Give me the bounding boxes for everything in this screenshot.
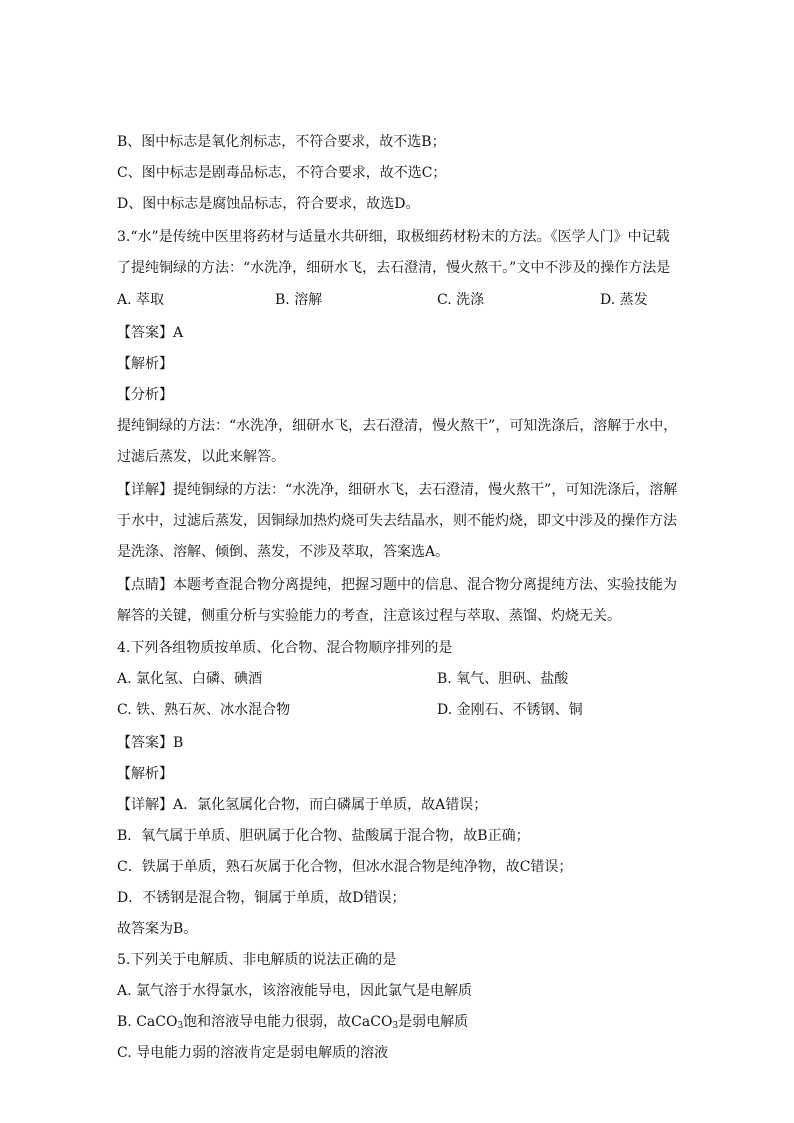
- q3-detail-line-3: 是洗涤、溶解、倾倒、蒸发，不涉及萃取，答案选A。: [117, 544, 450, 560]
- q3-answer: 【答案】A: [117, 325, 184, 341]
- q5-option-c: C. 导电能力弱的溶液肯定是弱电解质的溶液: [117, 1045, 389, 1061]
- q4-option-d: D. 金刚石、不锈钢、铜: [437, 702, 583, 718]
- q4-option-c: C. 铁、熟石灰、冰水混合物: [117, 702, 291, 718]
- q3-option-d: D. 蒸发: [600, 292, 648, 308]
- q2-analysis-option-d: D、图中标志是腐蚀品标志，符合要求，故选D。: [117, 196, 420, 212]
- q4-analysis-heading: 【解析】: [117, 766, 173, 782]
- q3-remark-line-1: 【点睛】本题考查混合物分离提纯，把握习题中的信息、混合物分离提纯方法、实验技能为: [117, 577, 677, 593]
- q3-detail-line-1: 【详解】提纯铜绿的方法：“水洗净，细研水飞，去石澄清，慢火熬干”，可知洗涤后，溶解: [117, 482, 678, 498]
- q4-detail-b: B．氧气属于单质、胆矾属于化合物、盐酸属于混合物，故B正确；: [117, 828, 530, 844]
- q5-option-b-suffix: 是弱电解质: [398, 1014, 469, 1030]
- q3-option-c: C. 洗涤: [437, 292, 485, 308]
- q3-stem-line-2: 了提纯铜绿的方法：“水洗净，细研水飞，去石澄清，慢火熬干。”文中不涉及的操作方法是: [117, 260, 671, 276]
- q4-detail-a: 【详解】A．氯化氢属化合物，而白磷属于单质，故A错误；: [117, 797, 488, 813]
- q4-option-b: B. 氧气、胆矾、盐酸: [437, 671, 569, 687]
- q5-option-a: A. 氯气溶于水得氯水，该溶液能导电，因此氯气是电解质: [117, 983, 473, 999]
- q4-conclusion: 故答案为B。: [117, 921, 198, 937]
- q5-option-b-middle: 饱和溶液导电能力很弱，故CaCO: [183, 1014, 393, 1030]
- q3-stem-line-1: 3.“水”是传统中医里将药材与适量水共研细，取极细药材粉末的方法。《医学人门》中记载: [117, 229, 670, 245]
- q4-option-a: A. 氯化氢、白磷、碘酒: [117, 671, 263, 687]
- q2-analysis-option-c: C、图中标志是剧毒品标志，不符合要求，故不选C；: [117, 165, 447, 181]
- q5-option-b: [117, 1012, 468, 1032]
- q3-option-b: B. 溶解: [275, 292, 323, 308]
- q5-option-b-subscript-2: 3: [392, 1021, 399, 1031]
- q5-option-b-subscript-1: 3: [177, 1021, 184, 1031]
- q3-breakdown-line-1: 提纯铜绿的方法：“水洗净，细研水飞，去石澄清，慢火熬干”，可知洗涤后，溶解于水中，: [117, 418, 678, 434]
- q3-detail-line-2: 于水中，过滤后蒸发，因铜绿加热灼烧可失去结晶水，则不能灼烧，即文中涉及的操作方法: [117, 513, 677, 529]
- q3-breakdown-heading: 【分析】: [117, 387, 173, 403]
- q4-detail-d: D．不锈钢是混合物，铜属于单质，故D错误；: [117, 890, 406, 906]
- q4-answer: 【答案】B: [117, 735, 184, 751]
- q5-stem: 5.下列关于电解质、非电解质的说法正确的是: [117, 952, 397, 968]
- q4-stem: 4.下列各组物质按单质、化合物、混合物顺序排列的是: [117, 640, 453, 656]
- q3-analysis-heading: 【解析】: [117, 356, 173, 372]
- q3-breakdown-line-2: 过滤后蒸发，以此来解答。: [117, 449, 285, 465]
- q3-option-a: A. 萃取: [117, 292, 165, 308]
- q2-analysis-option-b: B、图中标志是氧化剂标志，不符合要求，故不选B；: [117, 134, 446, 150]
- q3-remark-line-2: 解答的关键，侧重分析与实验能力的考查，注意该过程与萃取、蒸馏、灼烧无关。: [117, 608, 621, 624]
- q5-option-b-prefix: B. CaCO: [117, 1014, 178, 1030]
- q4-detail-c: C．铁属于单质，熟石灰属于化合物，但冰水混合物是纯净物，故C错误；: [117, 859, 573, 875]
